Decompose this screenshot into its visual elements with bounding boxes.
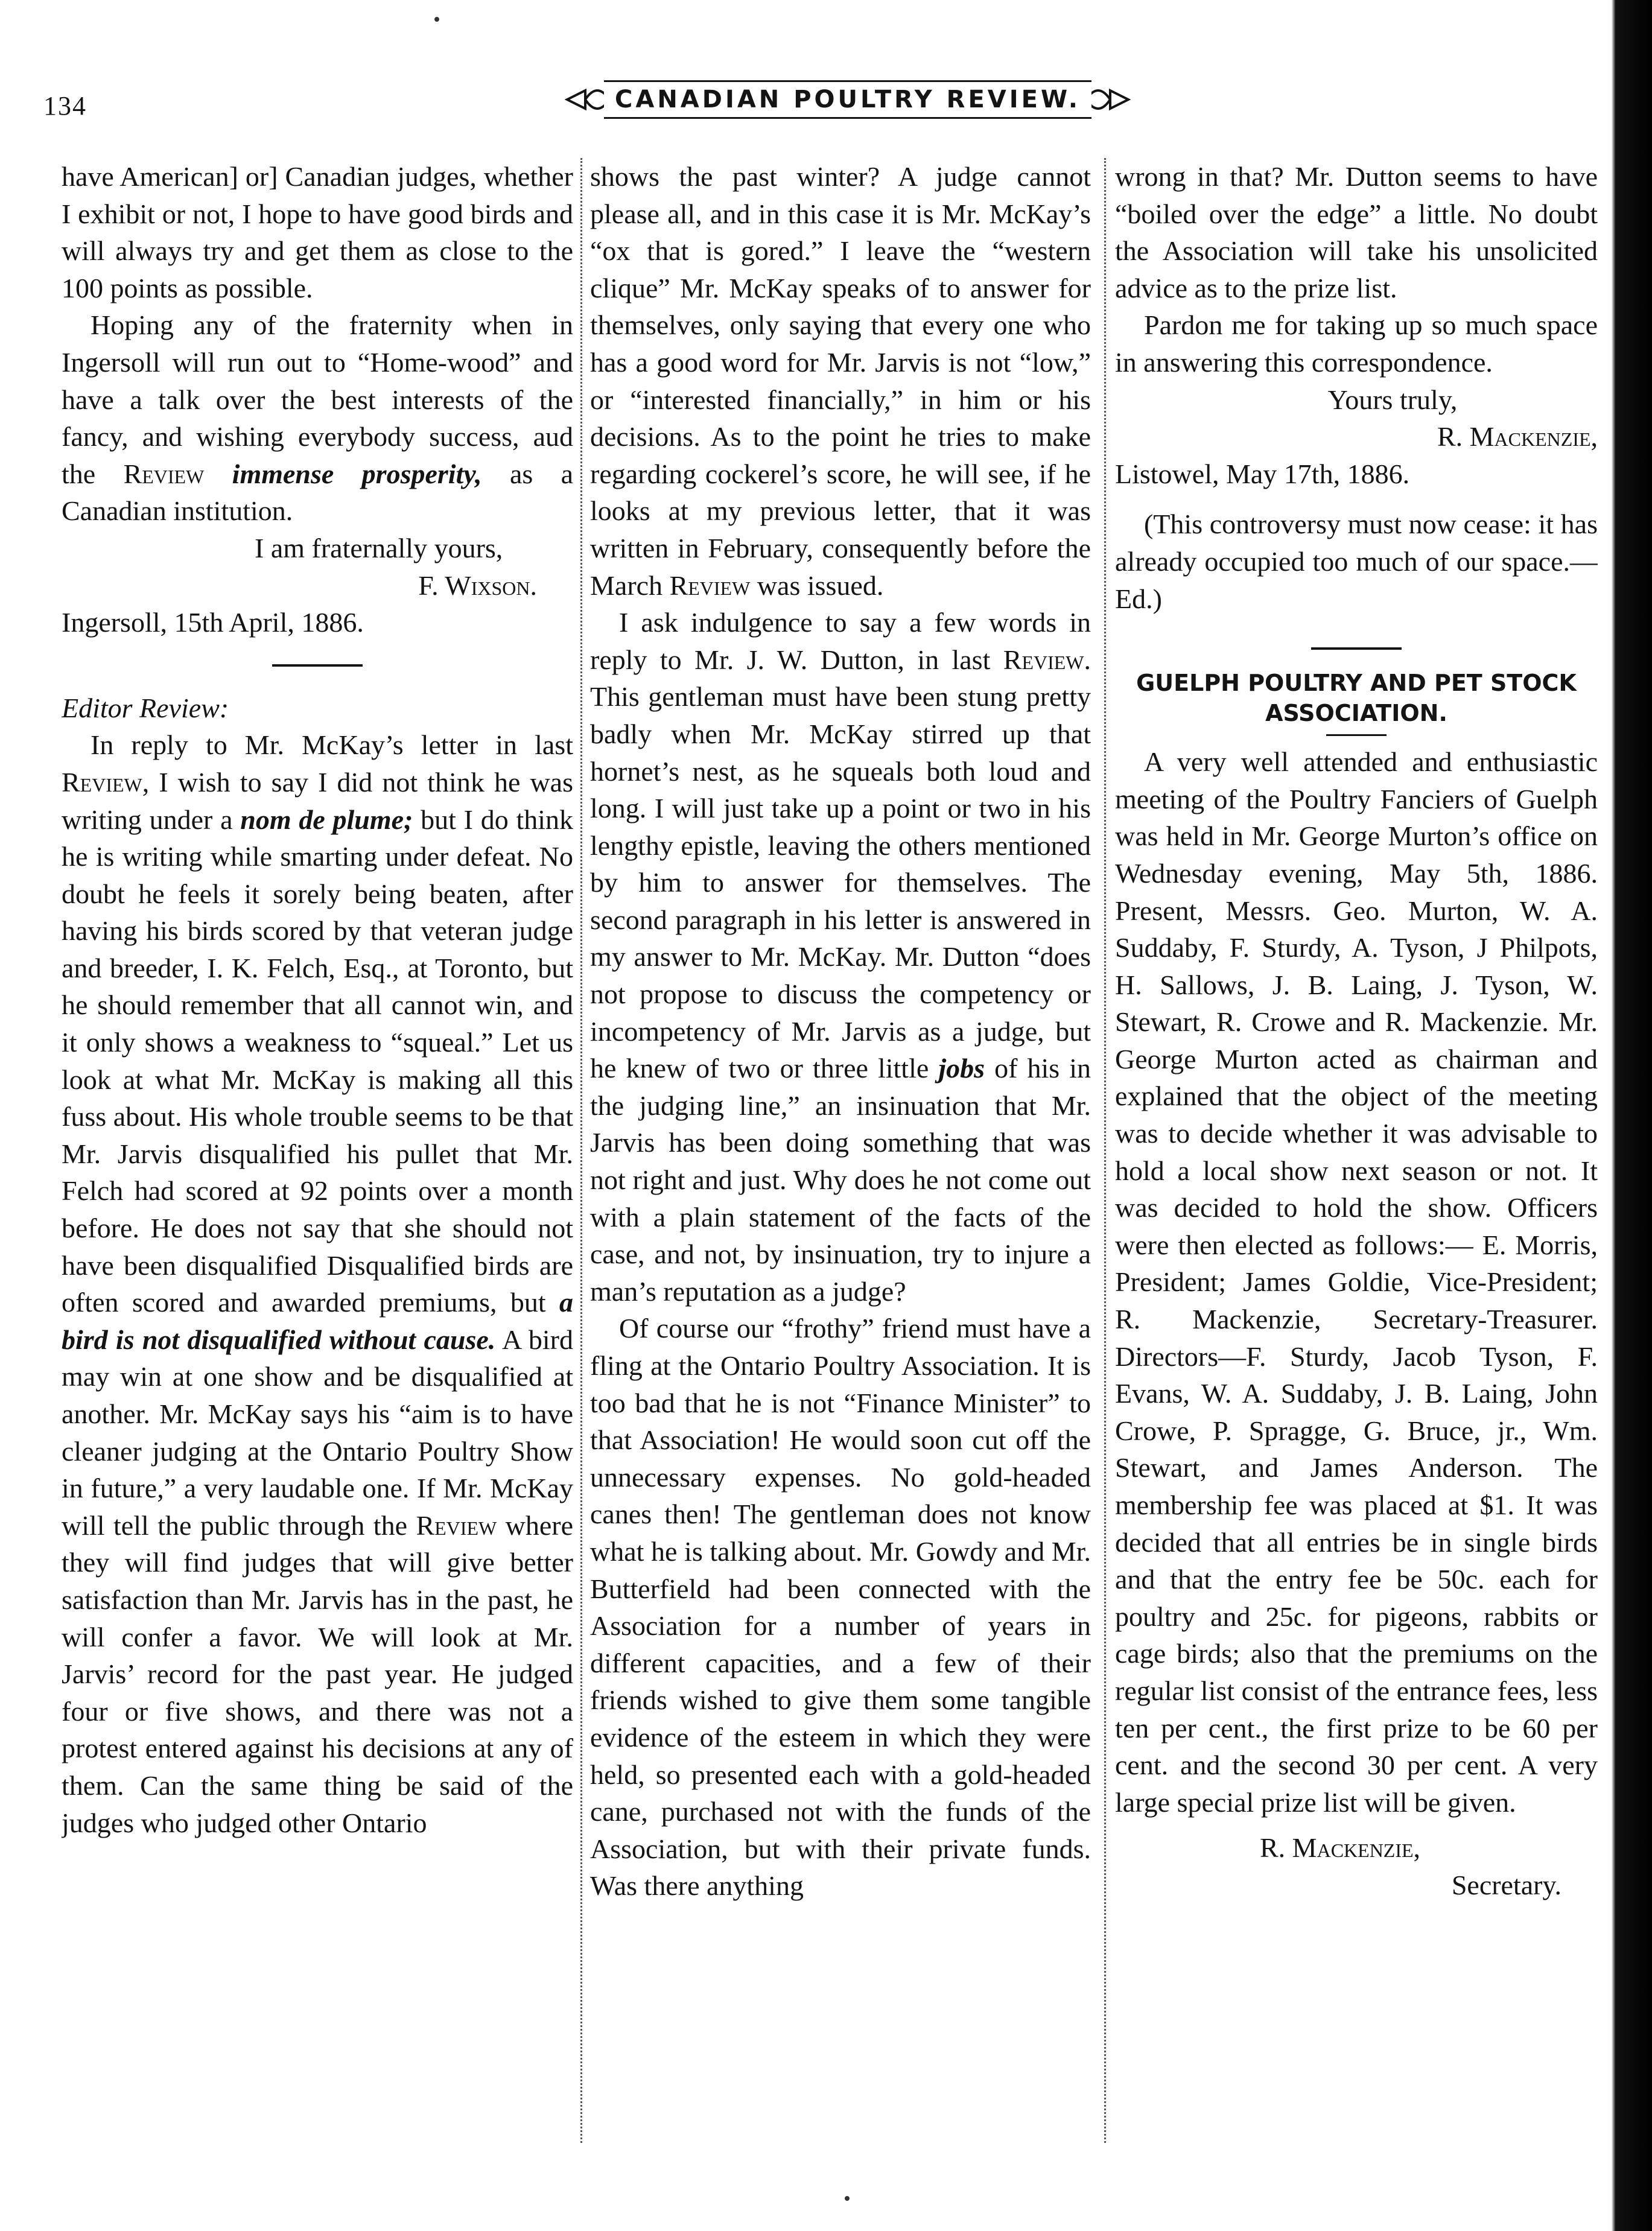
column-rule <box>1104 158 1106 2143</box>
column-1 <box>62 158 573 2143</box>
masthead <box>561 66 1134 133</box>
paragraph: Of course our “frothy” friend must have a fling at the Ontario Poultry Association. It is too bad that he is not “Finance Minister” to that Association! He would soon cut off the unnecessary expenses. No gold-headed canes then! The gentleman does not know what he is talking about. Mr. Gowdy and Mr. Butterfield had been connected with the Association for a number of years in different capacities, and a few of their friends wished to give them some tangible evidence of the esteem in which they were held, so presented each with a gold-headed cane, purchased not with the funds of the Association, but with their private funds. Was there anything <box>590 1313 1091 1902</box>
masthead-title: CANADIAN POULTRY REVIEW. <box>604 80 1091 119</box>
column-2 <box>590 158 1091 2143</box>
review-mention: Review. <box>1003 644 1091 675</box>
section-divider <box>1311 647 1402 650</box>
dateline: Ingersoll, 15th April, 1886. <box>62 607 364 638</box>
signature: R. Mackenzie, <box>1437 421 1598 452</box>
text-run: This gentleman must have been stung pretty badly when Mr. McKay stirred up that hornet’s nest, as he squeals both loud and long. I will just take up a point or two in his lengthy epistle, leaving the others mentioned by him to answer for themselves. The second paragraph in his letter is answered in my answer to Mr. McKay. Mr. Dutton “does not propose to discuss the competency or incompetency of Mr. Jarvis as a judge, but he knew of two or three little <box>590 681 1091 1084</box>
signature: R. Mackenzie, <box>1260 1832 1421 1864</box>
paragraph <box>62 726 573 1841</box>
text-run: of his in the judging line,” an insinuation that Mr. Jarvis has been doing something that was not right and just. Why does he not come out with a plain statement of the facts of the case, and not, by insinuation, try to injure a man’s reputation as a judge? <box>590 1053 1091 1307</box>
paragraph <box>62 306 573 530</box>
emphasis-text: nom de plume; <box>240 804 413 835</box>
signature-title: Secretary. <box>1451 1869 1561 1900</box>
text-run: I wish to say I did not think he was writing under a <box>62 766 573 835</box>
paragraph: wrong in that? Mr. Dutton seems to have “boiled over the edge” a little. No doubt the Association will take his unsolicited advice as to the prize list. <box>1115 161 1598 303</box>
text-run: I ask indulgence to say a few words in reply to Mr. J. W. Dutton, in last <box>590 607 1091 675</box>
closing-line: I am fraternally yours, <box>255 532 503 563</box>
review-mention: Review <box>669 570 751 601</box>
scan-edge-shadow <box>1601 0 1652 2231</box>
emphasis-text: immense prosperity, <box>232 458 482 489</box>
title-underline <box>1326 734 1387 736</box>
paragraph: Pardon me for taking up so much space in answering this correspondence. <box>1115 309 1598 378</box>
text-run: as a Canadian institution. <box>62 458 573 527</box>
text-run: A bird may win at one show and be disqualified at another. Mr. McKay says his “aim is to have cleaner judging at the Ontario Poultry Show in future,” a very laudable one. If Mr. McKay will tell the public through the <box>62 1324 573 1541</box>
paragraph <box>590 604 1091 1310</box>
review-mention: Review, <box>62 766 150 798</box>
page-number: 134 <box>43 91 87 121</box>
dateline: Listowel, May 17th, 1886. <box>1115 458 1410 489</box>
text-run: but I do think he is writing while smarting under defeat. No doubt he feels it sorely being beaten, after having his birds scored by that veteran judge and breeder, I. K. Felch, Esq., at Toronto, but he should remember that all cannot win, and it only shows a weakness to “squeal.” Let us look at what Mr. McKay is making all this fuss about. His whole trouble seems to be that Mr. Jarvis disqualified his pullet that Mr. Felch had scored at 92 points over a month before. He does not say that she should not have been disqualified Disqualified birds are often scored and awarded premiums, but <box>62 804 573 1318</box>
paragraph <box>590 158 1091 604</box>
text-run: was issued. <box>757 570 884 601</box>
emphasis-text: jobs <box>938 1053 985 1084</box>
text-run: where they will find judges that will give better satisfaction than Mr. Jarvis has in the past, he will confer a favor. We will look at Mr. Jarvis’ record for the past year. He judged four or five shows, and there was not a protest entered against his decisions at any of them. Can the same thing be said of the judges who judged other Ontario <box>62 1509 573 1838</box>
paragraph: A very well attended and enthusiastic meeting of the Poultry Fanciers of Guelph was held in Mr. George Murton’s office on Wednesday evening, May 5th, 1886. Present, Messrs. Geo. Murton, W. A. Suddaby, F. Sturdy, A. Tyson, J Philpots, H. Sallows, J. B. Laing, J. Tyson, W. Stewart, R. Crowe and R. Mackenzie. Mr. George Murton acted as chairman and explained that the object of the meeting was to decide whether it was advisable to hold a local show next season or not. It was decided to hold the show. Officers were then elected as follows:— E. Morris, President; James Goldie, Vice-President; R. Mackenzie, Secretary-Treasurer. Directors—F. Sturdy, Jacob Tyson, F. Evans, W. A. Suddaby, J. B. Laing, John Crowe, P. Spragge, G. Bruce, jr., Wm. Stewart, and James Anderson. The membership fee was placed at $1. It was decided that all entries be in single birds and that the entry fee be 50c. each for poultry and 25c. for pigeons, rabbits or cage birds; also that the premiums on the regular list consist of the entrance fees, less ten per cent., the first prize to be 60 per cent. and the second 30 per cent. A very large special prize list will be given. <box>1115 746 1598 1818</box>
review-mention: Review <box>123 458 205 489</box>
column-rule <box>580 158 582 2143</box>
closing-line: Yours truly, <box>1327 384 1458 415</box>
editor-salutation: Editor Review: <box>62 692 229 723</box>
section-title: GUELPH POULTRY AND PET STOCK ASSOCIATION. <box>1136 670 1577 727</box>
paragraph: have American] or] Canadian judges, whether I exhibit or not, I hope to have good birds and will always try and get them as close to the 100 points as possible. <box>62 161 573 303</box>
text-run: In reply to Mr. McKay’s letter in last <box>91 729 573 761</box>
review-mention: Review <box>416 1509 497 1541</box>
ink-speck <box>434 17 439 22</box>
editor-note: (This controversy must now cease: it has already occupied too much of our space.—Ed.) <box>1115 509 1598 614</box>
emphasis-text: a bird is not disqualified without cause. <box>62 1287 573 1355</box>
ink-speck <box>845 2196 850 2201</box>
signature: F. Wixson. <box>418 570 537 601</box>
section-divider <box>272 664 363 667</box>
text-run: Hoping any of the fraternity when in Ingersoll will run out to “Home-wood” and have a talk over the best interests of the fancy, and wishing everybody success, aud the <box>62 309 573 489</box>
column-3 <box>1115 158 1598 2143</box>
text-run: shows the past winter? A judge cannot please all, and in this case it is Mr. McKay’s “ox that is gored.” I leave the “western clique” Mr. McKay speaks of to answer for themselves, only saying that every one who has a good word for Mr. Jarvis is not “low,” or “interested financially,” in him or his decisions. As to the point he tries to make regarding cockerel’s score, he will see, if he looks at my previous letter, that it was written in February, consequently before the March <box>590 161 1091 601</box>
